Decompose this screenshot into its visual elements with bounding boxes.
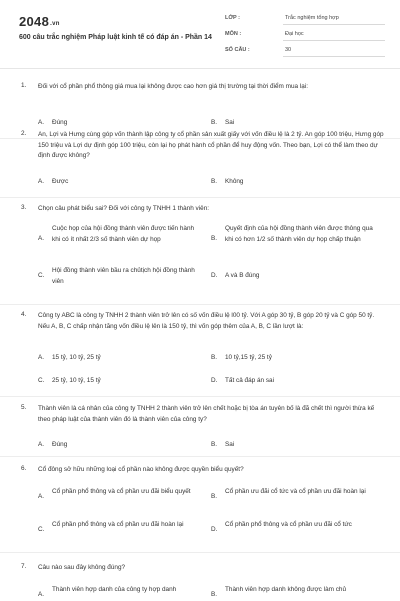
option-letter: A. [38, 493, 45, 500]
question-number: 3. [21, 204, 27, 211]
question-number: 5. [21, 404, 27, 411]
option-letter: C. [38, 526, 45, 533]
question-divider [0, 197, 400, 198]
option-text: Đúng [52, 119, 68, 126]
meta-socau-label: SỐ CÂU : [225, 47, 250, 53]
option-letter: B. [211, 441, 218, 448]
option-text: Thành viên hợp danh không được làm chủ [225, 586, 347, 593]
document-header [0, 0, 400, 62]
option-letter: C. [38, 377, 45, 384]
meta-lop-value: Trắc nghiệm tổng hợp [285, 15, 339, 21]
option-letter: B. [211, 119, 218, 126]
question-text: An, Lợi và Hưng cùng góp vốn thành lập công ty cổ phần sản xuất giấy với vốn điều lệ là 2 tỷ. An góp 100 triệu, Hưng góp 150 triệu và Lợi dự định góp 100 triệu, còn lại họ phát hành cổ phần để huy động vốn. Theo bạn, Lợi có thể làm theo dự định được không? [38, 131, 384, 159]
question-text: Thành viên là cá nhân của công ty TNHH 2 thành viên trở lên chết hoặc bị tòa án tuyên bố là đã chết thì người thừa kế theo pháp luật của thành viên đó là thành viên của công ty? [38, 405, 375, 423]
option-letter: C. [38, 272, 45, 279]
option-text: Cổ phần ưu đãi cổ tức và cổ phần ưu đãi hoàn lại [225, 488, 366, 495]
meta-socau [225, 45, 385, 57]
question-text: Chọn câu phát biểu sai? Đối với công ty TNHH 1 thành viên: [38, 205, 210, 212]
option-letter: A. [38, 119, 45, 126]
option-letter: B. [211, 591, 218, 598]
option-letter: D. [211, 272, 218, 279]
question-number: 2. [21, 130, 27, 137]
option-text: 25 tỷ, 10 tỷ, 15 tỷ [52, 377, 101, 384]
option-text: Không [225, 178, 244, 185]
option-letter: B. [211, 235, 218, 242]
option-text: A và B đúng [225, 272, 260, 279]
meta-mon-label: MÔN : [225, 31, 242, 37]
question-divider [0, 456, 400, 457]
option-letter: A. [38, 354, 45, 361]
logo-tld-text: .vn [50, 21, 60, 27]
option-letter: A. [38, 235, 45, 242]
meta-underline [283, 24, 385, 25]
question-number: 6. [21, 465, 27, 472]
option-text: Đúng [52, 441, 68, 448]
option-letter: B. [211, 178, 218, 185]
site-logo[interactable] [19, 14, 60, 29]
meta-mon-value: Đại học [285, 31, 304, 37]
option-text: Cổ phần phổ thông và cổ phần ưu đãi cổ tức [225, 521, 352, 528]
option-text: Hội đồng thành viên bầu ra chủtịch hội đồng thành viên [52, 267, 195, 285]
option-letter: A. [38, 178, 45, 185]
question-text: Câu nào sau đây không đúng? [38, 564, 126, 571]
meta-underline [283, 40, 385, 41]
question-number: 7. [21, 563, 27, 570]
meta-underline [283, 56, 385, 57]
option-text: Cổ phần phổ thông và cổ phần ưu đãi biểu quyết [52, 488, 191, 495]
option-letter: A. [38, 591, 45, 598]
meta-lop-label: LỚP : [225, 15, 240, 21]
option-text: Cổ phần phổ thông và cổ phần ưu đãi hoàn lại [52, 521, 184, 528]
option-text: Quyết định của hội đồng thành viên được thông qua khi có hơn 1/2 số thành viên dự họp chấp thuận [225, 225, 373, 243]
header-divider [0, 68, 400, 69]
option-letter: B. [211, 354, 218, 361]
option-text: Thành viên hợp danh của công ty hợp danh [52, 586, 177, 593]
question-divider [0, 552, 400, 553]
option-letter: D. [211, 377, 218, 384]
question-text: Đối với cổ phần phổ thông giá mua lại không được cao hơn giá thị trường tại thời điểm mua lại: [38, 83, 309, 90]
meta-lop [225, 13, 385, 25]
option-text: Tất cả đáp án sai [225, 377, 275, 384]
question-text: Cổ đông sở hữu những loại cổ phần nào không được quyền biểu quyết? [38, 466, 244, 473]
meta-socau-value: 30 [285, 47, 292, 53]
option-letter: B. [211, 493, 218, 500]
question-number: 4. [21, 311, 27, 318]
option-letter: D. [211, 526, 218, 533]
option-text: Sai [225, 441, 235, 448]
option-text: 15 tỷ, 10 tỷ, 25 tỷ [52, 354, 101, 361]
option-text: Được [52, 178, 69, 185]
option-text: 10 tỷ,15 tỷ, 25 tỷ [225, 354, 272, 361]
question-text: Công ty ABC là công ty TNHH 2 thành viên trở lên có số vốn điều lệ l00 tỷ. Với A góp 30 tỷ, B góp 20 tỷ và C góp 50 tỷ. Nếu A, B, C chấp nhận tăng vốn điều lệ lên là 150 tỷ, thì vốn góp thêm của A, B, C lần lượt là: [38, 312, 375, 330]
option-text: Cuộc họp của hội đồng thành viên được tiến hành khi có ít nhất 2/3 số thành viên dự họp [52, 225, 195, 243]
question-number: 1. [21, 82, 27, 89]
meta-mon [225, 29, 385, 41]
question-divider [0, 396, 400, 397]
logo-main-text: 2048 [19, 14, 50, 29]
document-title: 600 câu trắc nghiệm Pháp luật kinh tế có đáp án - Phần 14 [19, 34, 212, 41]
question-divider [0, 304, 400, 305]
option-text: Sai [225, 119, 235, 126]
option-letter: A. [38, 441, 45, 448]
